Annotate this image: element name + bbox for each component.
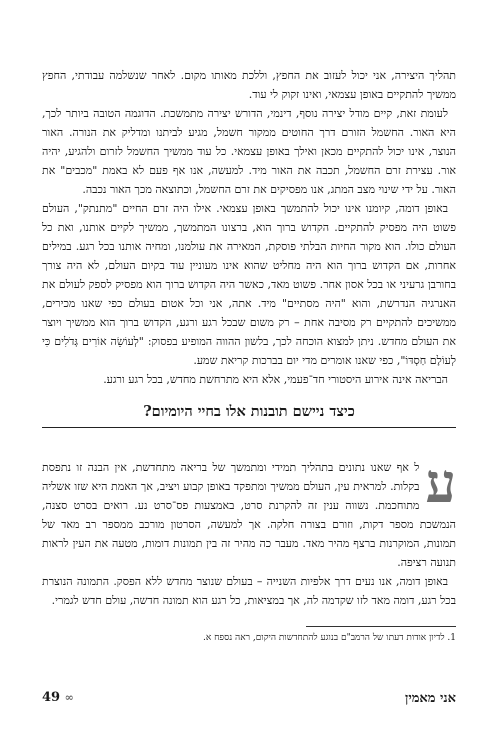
paragraph: ל אף שאנו נתונים בתהליך תמידי ומתמשך של בריאה מתחדשת, אין הבנה זו נתפסת בקלות. למראית עין, העולם ממשיך ומתפקד באופן קבוע ויציב, אך האמת היא שזו אשליה מתוחכמת. נשווה ענין זה להקרנת סרט, באמצעות פס־סרט נע. רואים בסרט סצנה, הנמשכת מספר דקות, וזורם בצורה חלקה. אך למעשה, הסרטון מורכב ממספר רב מאד של תמונות, המוקרנות ברצף מהיר מאד. מעבר כה מהיר זה בין תמונות דומות, מטעה את העין לראות תנועה רציפה. [42,461,456,569]
section-text [42,451,456,610]
footnote: 1. לדיון אודות דעתו של הרמב"ם בנוגע להתחדשות היקום, ראה נספח א. [202,633,456,643]
body-text [42,66,456,389]
paragraph: לעומת זאת, קיים מודל יצירה נוסף, דינמי, הדורש יצירה מתמשכת. הדוגמה הטובה ביותר לכך, היא האור. החשמל הזורם דרך החוטים ממקור חשמל, מגיע לביתנו ומדליק את הנורה. האור הנוצר, אינו יכול להתקיים מכאן ואילך באופן עצמאי. כל עוד ממשיך החשמל לזרום ולהגיע, יהיה אור. עצירת זרם החשמל, תכבה את האור מיד. למעשה, אנו אף פעם לא באמת "מכבים" את האור. על ידי שינוי מצב המתג, אנו מפסיקים את זרם החשמל, וכתוצאה מכך האור נכבה. [42,107,456,196]
footnote-divider [306,626,456,627]
page-number: 49 [42,690,61,705]
paragraph: באופן דומה, אנו נעים דרך אלפיות השנייה – בעולם שנוצר מחדש ללא הפסק. התמונה הנוצרת בכל רגע, דומה מאד לזו שקדמה לה, אך במציאות, כל רגע הוא תמונה חדשה, עולם חדש לגמרי. [42,575,456,607]
page-footer [42,690,456,708]
drop-cap: ע [425,451,456,515]
ornament-icon: ∞ [64,691,74,704]
page-number-group [42,690,74,705]
section-heading: כיצד ניישם תובנות אלו בחיי היומיום? [42,402,456,428]
paragraph: באופן דומה, קיומנו אינו יכול להתמשך באופן עצמאי. אילו היה זרם החיים "מתנתק", העולם פשוט היה מפסיק להתקיים. הקדוש ברוך הוא, ברצונו המתמשך, ממשיך לקיים אותנו, ואת כל העולם כולו. הוא מקור החיות הבלתי פוסקת, המאירה את עולמנו, ומחיה אותנו בכל רגע. במילים אחרות, אם הקדוש ברוך הוא היה מחליט שהוא אינו מעוניין עוד בקיום העולם, לא היה צורך בחורבן גרעיני או בכל אסון אחר. פשוט מאד, כאשר היה הקדוש ברוך הוא מפסיק לספק לעולם את האנרגיה הנדרשת, והוא "היה מסתיים" מיד. אתה, אני וכל אטום בעולם כפי שאנו מכירים, ממשיכים להתקיים רק מסיבה אחת – רק משום שבכל רגע ורגע, הקדוש ברוך הוא ממשיך ויוצר את העולם מחדש. ניתן למצוא הוכחה לכך, בלשון ההווה המופיע בפסוק: "לְעוֹשֵׂה אוֹרִים גְּדֹלִים כִּי לְעוֹלָם חַסְדּוֹ", כפי שאנו אומרים מדי יום בברכות קריאת שמע. [42,202,456,367]
paragraph: הבריאה אינה אירוע היסטורי חד־פעמי, אלא היא מתרחשת מחדש, בכל רגע ורגע. [103,373,448,386]
running-title: אני מאמין [405,691,456,706]
paragraph: תהליך היצירה, אני יכול לעזוב את החפץ, וללכת מאותו מקום. לאחר שנשלמה עבודתי, החפץ ממשיך להתקיים באופן עצמאי, ואינו זקוק לי עוד. [42,69,456,101]
